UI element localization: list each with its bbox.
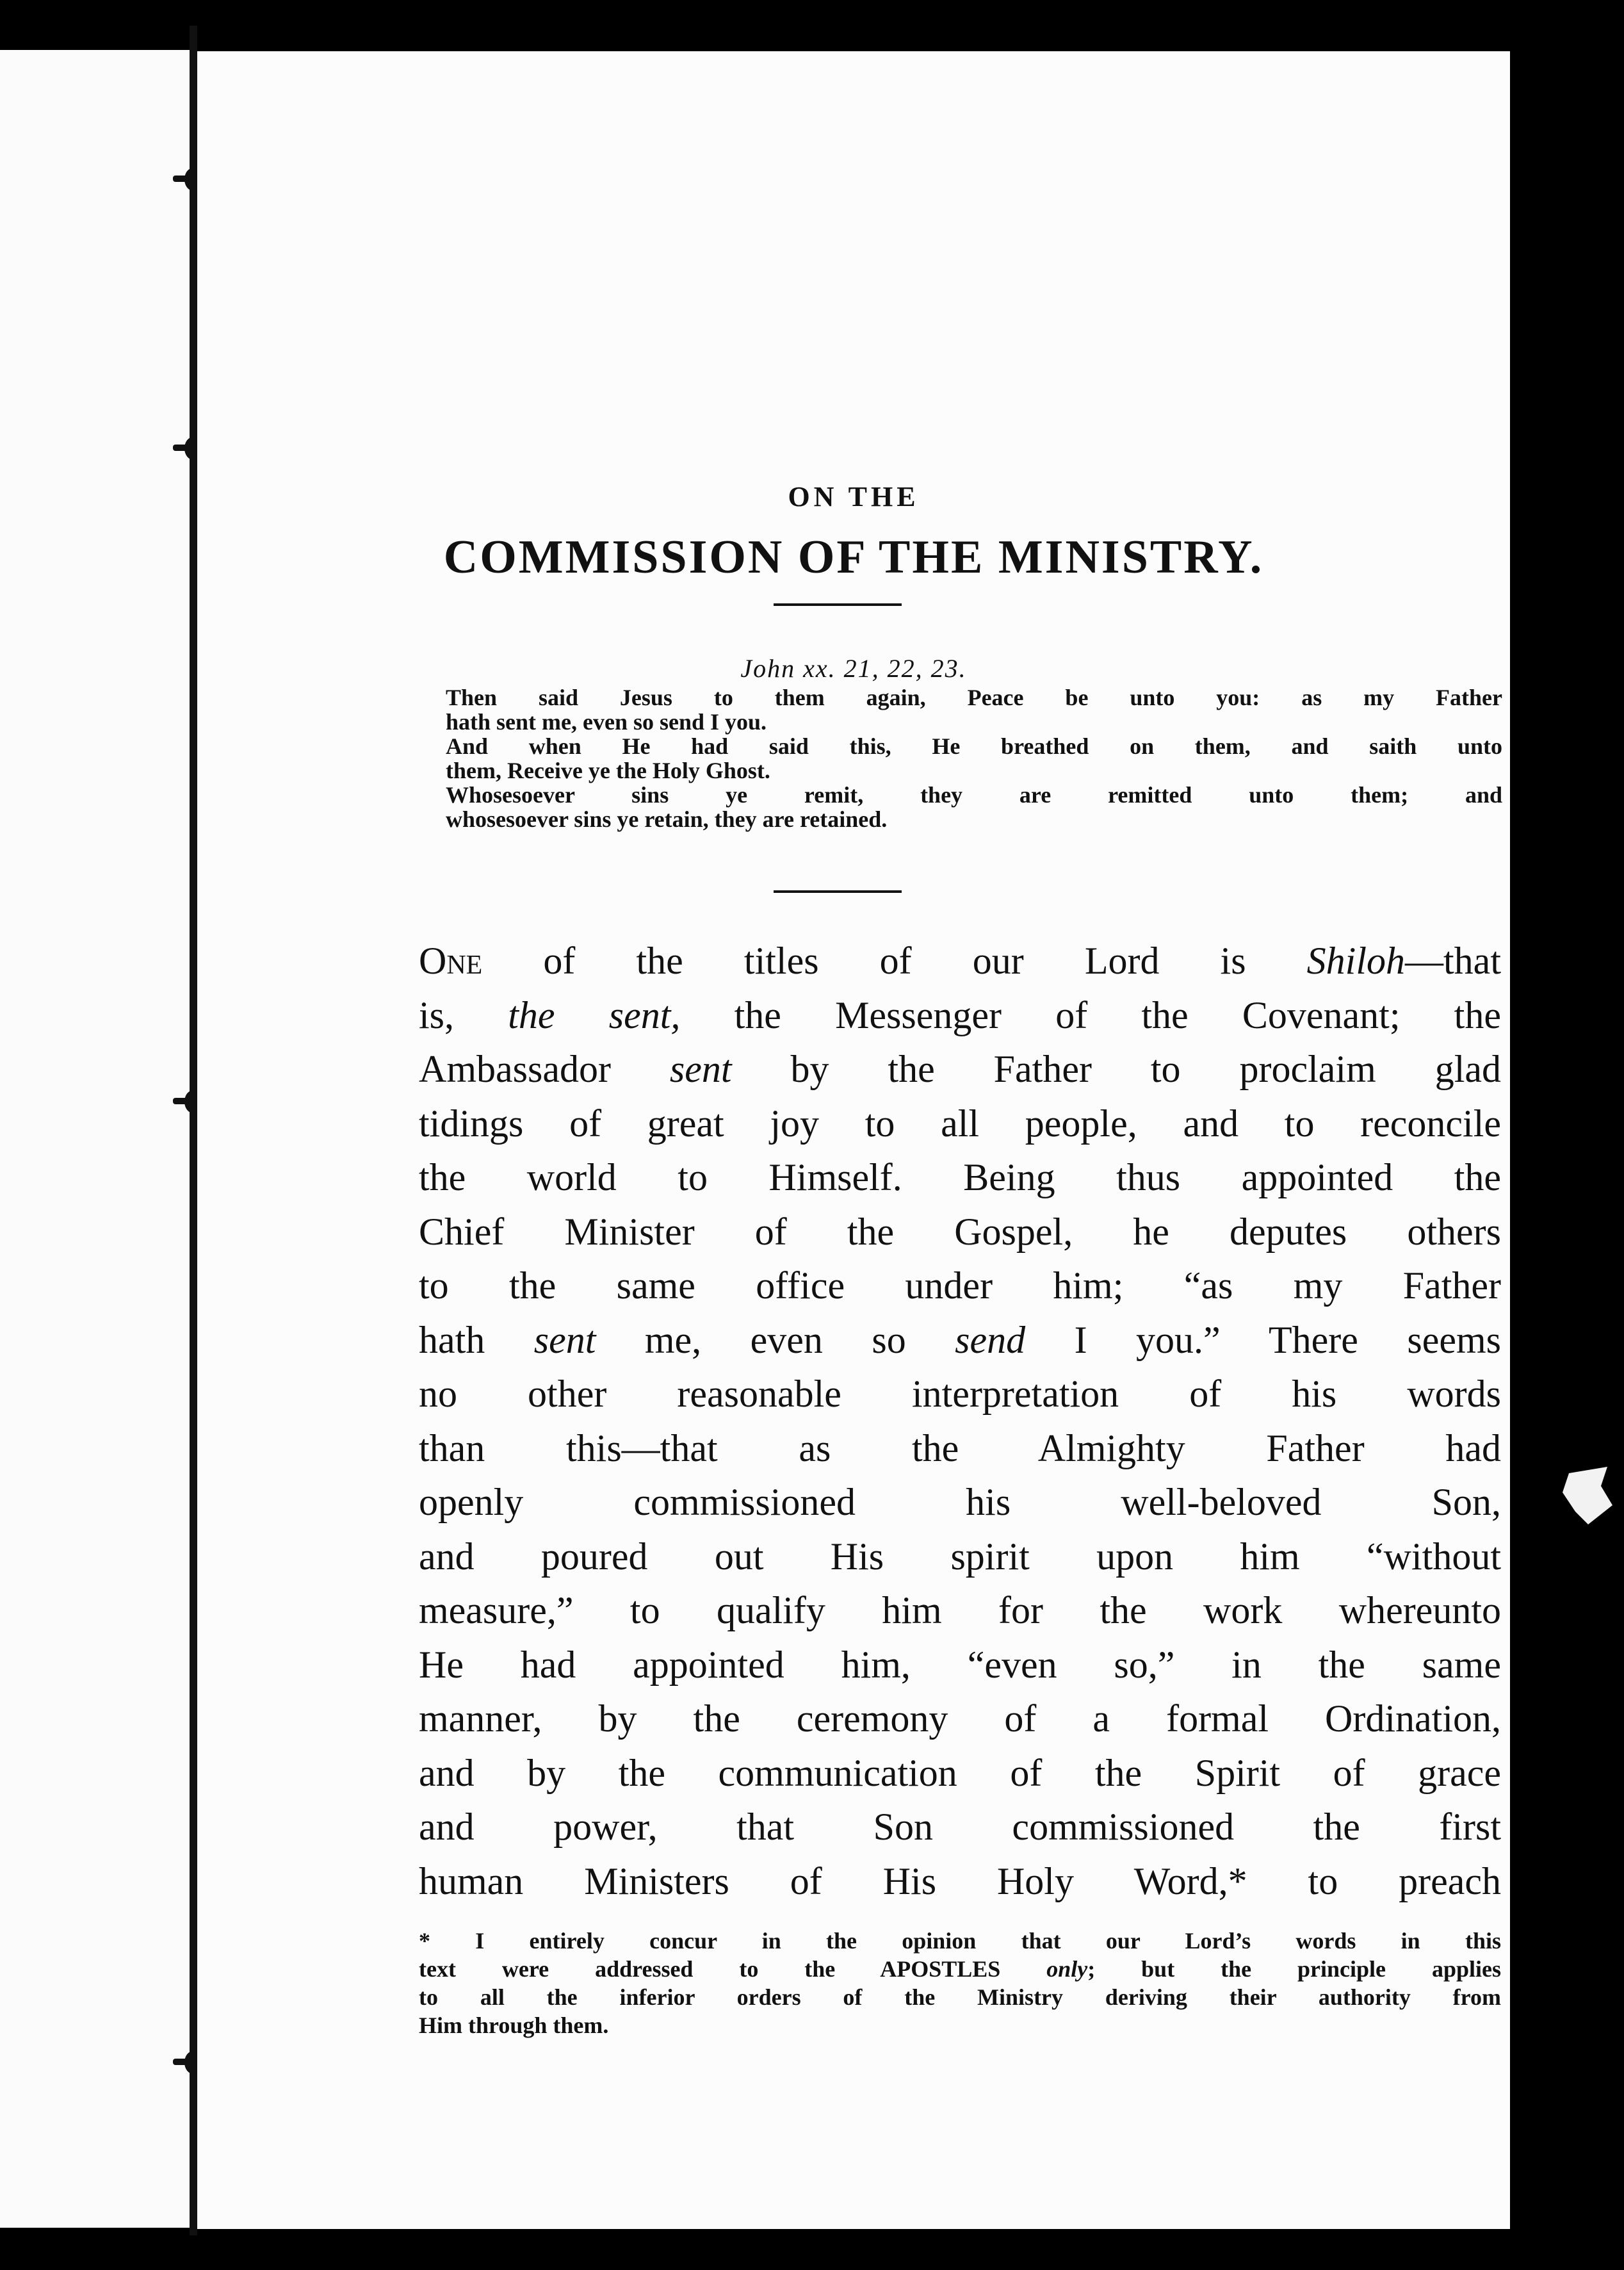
torn-paper-scrap [1563,1467,1614,1524]
text-line: the world to Himself. Being thus appointed the [419,1156,1501,1198]
italic-span: Shiloh [1306,940,1406,982]
text-span: hath [419,1318,534,1361]
text-line: and by the communication of the Spirit of grace [419,1751,1501,1794]
text-span: is, [419,993,508,1036]
footnote [419,1927,1501,2039]
verse-line: them, Receive ye the Holy Ghost. [446,758,770,783]
text-line: no other reasonable interpretation of his words [419,1373,1501,1415]
text-span: me, even so [596,1318,955,1361]
book-spine [190,26,197,2235]
bleed-through [581,384,1491,437]
text-line: and poured out His spirit upon him “without [419,1535,1501,1578]
italic-span: send [955,1318,1026,1361]
text-span: by the Father to proclaim glad [731,1048,1501,1090]
text-span: Ambassador [419,1048,670,1090]
verse-line: Then said Jesus to them again, Peace be unto you: as my Father [446,685,1502,710]
text-line: to the same office under him; “as my Father [419,1264,1501,1307]
italic-span: sent [533,1318,596,1361]
body-text [419,934,1501,1908]
footnote-line: to all the inferior orders of the Ministry deriving their authority from [419,1984,1501,2010]
text-span: of the titles of our Lord is [482,940,1307,982]
text-line: He had appointed him, “even so,” in the same [419,1643,1501,1686]
italic-span: the sent, [508,993,681,1036]
text-span: —that [1405,940,1501,982]
verse-line: hath sent me, even so send I you. [446,709,767,735]
verse-line: Whosesoever sins ye remit, they are remitted unto them; and [446,782,1502,808]
page-edge [1510,51,1624,2229]
text-line: human Ministers of His Holy Word,* to preach [419,1859,1501,1902]
heading-pre: ON THE [788,481,920,512]
italic-span: sent [669,1048,732,1090]
text-line [419,934,1501,988]
text-line: and power, that Son commissioned the first [419,1806,1501,1848]
text-line: tidings of great joy to all people, and to reconcile [419,1102,1501,1145]
drop-word: One [419,940,483,982]
text-line: openly commissioned his well-beloved Son, [419,1481,1501,1523]
text-span: the Messenger of the Covenant; the [680,993,1501,1036]
verse-line: whosesoever sins ye retain, they are retained. [446,806,888,832]
text-span: text were addressed to the APOSTLES [419,1956,1047,1982]
footnote-line: * I entirely concur in the opinion that our Lord’s words in this [419,1928,1501,1954]
text-line: manner, by the ceremony of a formal Ordination, [419,1697,1501,1740]
text-line [419,1042,1501,1097]
text-line [419,1313,1501,1368]
text-line: Chief Minister of the Gospel, he deputes others [419,1210,1501,1253]
text-line: than this—that as the Almighty Father had [419,1426,1501,1469]
text-span: ; but the principle applies [1087,1956,1501,1982]
scripture-verses [446,685,1502,831]
book-page [197,51,1510,2229]
page-title: COMMISSION OF THE MINISTRY. [443,531,1264,584]
footnote-line: Him through them. [419,2013,609,2038]
text-line [419,988,1501,1043]
verse-line: And when He had said this, He breathed on them, and saith unto [446,733,1502,759]
scripture-citation: John xx. 21, 22, 23. [740,654,967,683]
text-span: I you.” There seems [1025,1318,1501,1361]
facing-page [0,50,192,2228]
title-divider [774,603,902,606]
footnote-line [419,1955,1501,1983]
verse-21 [446,685,1502,734]
section-divider [774,890,902,893]
verse-22 [446,734,1502,783]
italic-span: only [1046,1956,1088,1982]
verse-23 [446,783,1502,831]
text-line: measure,” to qualify him for the work whereunto [419,1589,1501,1631]
